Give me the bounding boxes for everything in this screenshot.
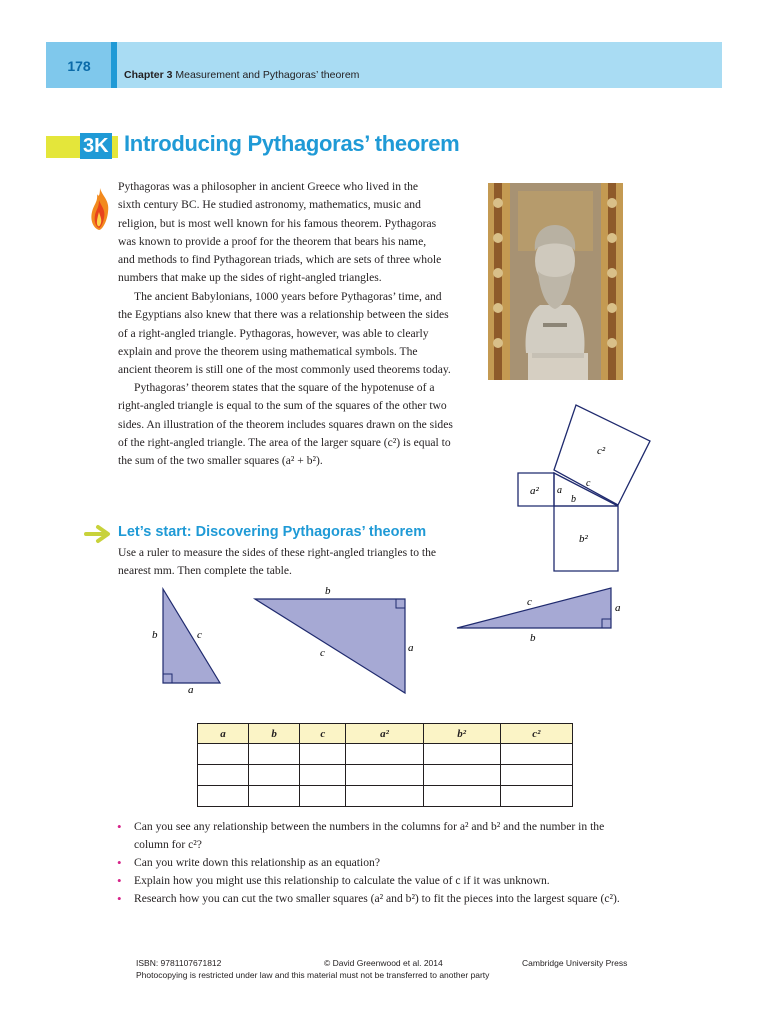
page-header [46, 42, 722, 88]
label-a: a [557, 485, 562, 496]
measurement-table [197, 723, 573, 807]
table-row [198, 786, 573, 807]
table-header-cell: a [198, 724, 249, 744]
question-text: Explain how you might use this relationship to calculate the value of c if it was unknown. [134, 874, 550, 887]
text-line: explain and prove the theorem using mathematical symbols. The [118, 344, 418, 358]
table-cell[interactable] [198, 744, 249, 765]
section-title: Introducing Pythagoras’ theorem [124, 131, 460, 156]
text-line: the sum of the two smaller squares (a² + b²). [118, 454, 323, 468]
table-row [198, 765, 573, 786]
text-line: was known to provide a proof for the theorem that bears his name, [118, 234, 427, 248]
label-a-squared: a² [530, 485, 539, 497]
bullet-icon: • [117, 819, 122, 834]
page-number: 178 [67, 58, 91, 74]
intro-paragraph-1 [118, 178, 478, 288]
table-cell[interactable] [300, 765, 346, 786]
table-cell[interactable] [346, 765, 423, 786]
table-cell[interactable] [198, 786, 249, 807]
triangle-2-label-a: a [408, 642, 414, 654]
question-text: Research how you can cut the two smaller squares (a² and b²) to fit the pieces into the largest square (c²). [134, 892, 620, 905]
table-cell[interactable] [249, 786, 300, 807]
table-cell[interactable] [346, 744, 423, 765]
list-item-continuation [114, 836, 654, 854]
bullet-icon: • [117, 873, 122, 888]
table-header-cell: a² [346, 724, 423, 744]
text-line: sixth century BC. He studied astronomy, mathematics, music and [118, 198, 421, 212]
lets-start-instructions [118, 544, 498, 581]
triangle-2-label-b: b [325, 585, 331, 597]
table-cell[interactable] [346, 786, 423, 807]
label-b: b [571, 494, 576, 505]
intro-paragraph-2 [118, 288, 478, 379]
text-line: The ancient Babylonians, 1000 years before Pythagoras’ time, and [134, 290, 442, 303]
table-row [198, 744, 573, 765]
text-line: of the right-angled triangle. The area of the larger square (c²) is equal to [118, 435, 451, 449]
text-line: and methods to find Pythagorean triads, which are sets of three whole [118, 253, 442, 267]
table-header-cell: b [249, 724, 300, 744]
bullet-icon: • [117, 855, 122, 870]
triangle-1-label-b: b [152, 629, 158, 641]
chapter-title: Measurement and Pythagoras’ theorem [175, 69, 360, 81]
chapter-heading [124, 69, 359, 81]
table-header-cell: c² [500, 724, 572, 744]
triangle-3-label-a: a [615, 602, 621, 614]
table-cell[interactable] [423, 744, 500, 765]
question-text: Can you write down this relationship as an equation? [134, 856, 380, 869]
question-text: column for c²? [134, 838, 202, 851]
table-cell[interactable] [300, 744, 346, 765]
lets-start-title: Let’s start: Discovering Pythagoras’ theorem [118, 524, 427, 540]
intro-paragraph-3 [118, 379, 488, 470]
table-cell[interactable] [500, 744, 572, 765]
table-header-row [198, 724, 573, 744]
table-header-cell: c [300, 724, 346, 744]
list-item [114, 818, 654, 836]
bullet-icon: • [117, 891, 122, 906]
text-line: ancient theorem is still one of the most commonly used theorems today. [118, 363, 451, 377]
list-item [114, 872, 654, 890]
triangle-2 [250, 582, 420, 696]
triangle-3 [454, 586, 634, 646]
table-cell[interactable] [500, 786, 572, 807]
text-line: the Egyptians also knew that there was a relationship between the sides [118, 308, 449, 322]
table-header-cell: b² [423, 724, 500, 744]
triangle-2-label-c: c [320, 647, 325, 659]
triangle-1-label-a: a [188, 684, 194, 696]
text-line: sides. An illustration of the theorem includes squares drawn on the sides [118, 417, 453, 431]
footer-notice: Photocopying is restricted under law and this material must not be transferred to another party [136, 970, 490, 980]
table-cell[interactable] [300, 786, 346, 807]
discussion-questions [114, 818, 654, 908]
pythagoras-squares-diagram [512, 402, 658, 574]
text-line: numbers that make up the sides of right-angled triangles. [118, 271, 382, 285]
label-c-squared: c² [597, 445, 606, 457]
triangle-3-label-c: c [527, 596, 532, 608]
flame-icon [88, 186, 112, 232]
text-line: right-angled triangle is equal to the sum of the squares of the other two [118, 399, 447, 413]
footer-publisher: Cambridge University Press [522, 958, 628, 968]
pythagoras-bust-photo [488, 183, 623, 380]
table-cell[interactable] [249, 744, 300, 765]
table-cell[interactable] [249, 765, 300, 786]
table-cell[interactable] [423, 786, 500, 807]
list-item [114, 890, 654, 908]
chapter-label: Chapter 3 [124, 69, 173, 81]
text-line: Pythagoras’ theorem states that the square of the hypotenuse of a [134, 381, 435, 394]
label-b-squared: b² [579, 533, 588, 545]
footer-isbn: ISBN: 9781107671812 [136, 958, 222, 968]
text-line: religion, but is most well known for his famous theorem. Pythagoras [118, 216, 437, 230]
label-c: c [586, 478, 591, 489]
table-cell[interactable] [500, 765, 572, 786]
arrow-right-icon [84, 524, 114, 544]
question-text: Can you see any relationship between the numbers in the columns for a² and b² and the number in the [134, 820, 605, 833]
footer-copyright: © David Greenwood et al. 2014 [324, 958, 443, 968]
section-code: 3K [80, 133, 112, 159]
triangle-1-label-c: c [197, 629, 202, 641]
table-cell[interactable] [198, 765, 249, 786]
triangle-3-label-b: b [530, 632, 536, 644]
table-cell[interactable] [423, 765, 500, 786]
text-line: Use a ruler to measure the sides of these right-angled triangles to the [118, 546, 437, 559]
text-line: Pythagoras was a philosopher in ancient Greece who lived in the [118, 180, 419, 193]
list-item [114, 854, 654, 872]
triangle-1 [148, 584, 228, 696]
text-line: nearest mm. Then complete the table. [118, 564, 292, 578]
text-line: of a right-angled triangle. Pythagoras, however, was able to clearly [118, 326, 429, 340]
